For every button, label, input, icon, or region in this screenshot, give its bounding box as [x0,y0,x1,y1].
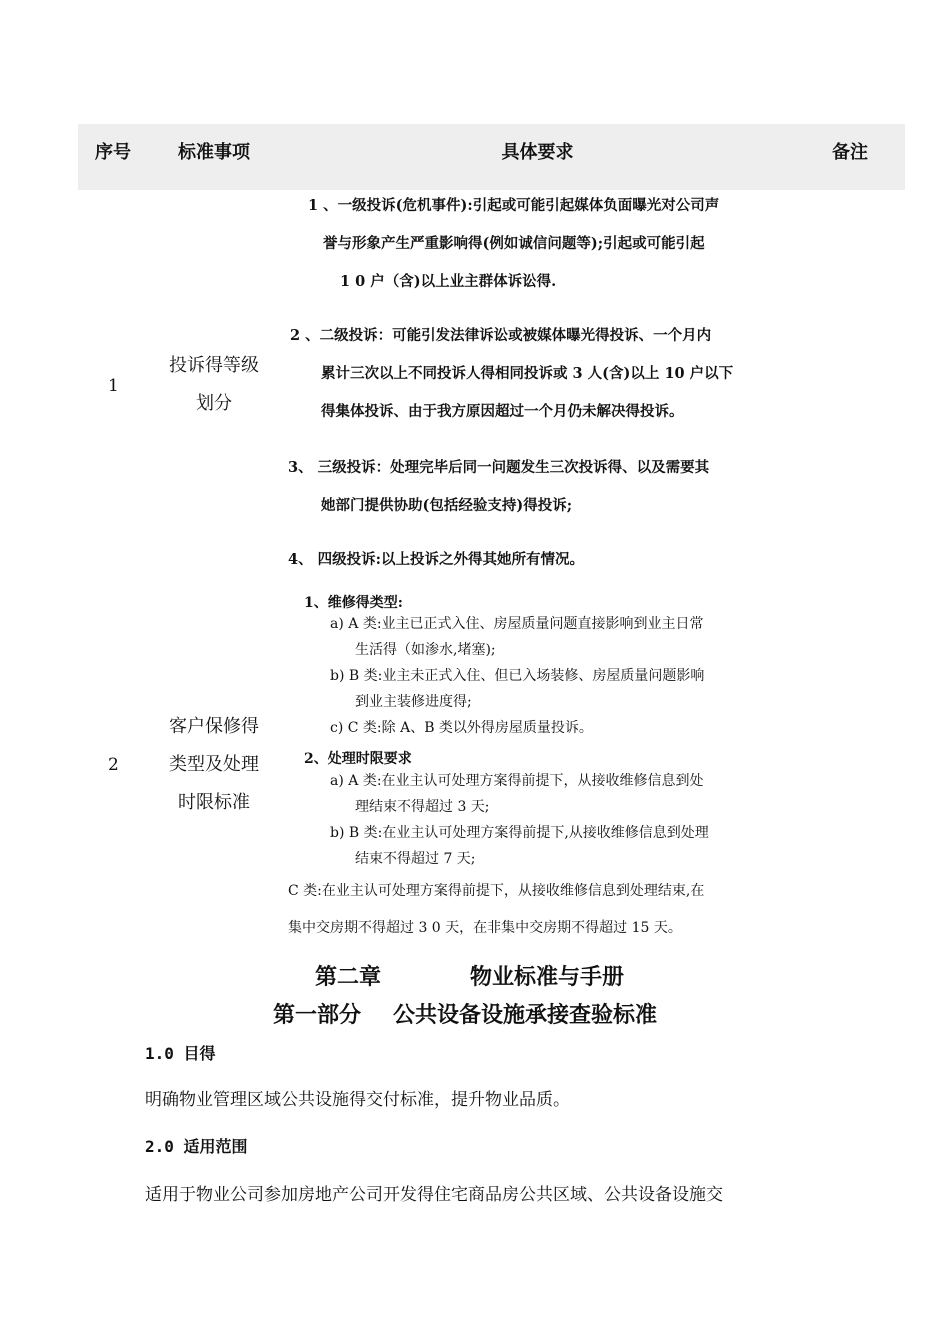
header-no: 序号 [95,142,131,163]
row-2-item-line-2: 类型及处理 [169,754,259,775]
row-2-req-line: a) A 类:在业主认可处理方案得前提下，从接收维修信息到处 [330,773,704,789]
section-body: 适用于物业公司参加房地产公司开发得住宅商品房公共区域、公共设备设施交 [145,1185,723,1205]
row-2-req-line: 理结束不得超过 3 天; [355,799,490,815]
row-2-req-line: 2、处理时限要求 [304,751,412,767]
row-1-req-line: 她部门提供协助(包括经验支持)得投诉; [321,497,573,514]
row-2-no: 2 [108,755,119,775]
row-1-req-line: 4、 四级投诉:以上投诉之外得其她所有情况。 [288,551,584,568]
section-heading: 2.0 适用范围 [145,1137,248,1156]
section-heading: 1.0 目得 [145,1044,216,1063]
header-item: 标准事项 [178,142,250,163]
row-2-item-line-3: 时限标准 [178,792,250,813]
section-body: 明确物业管理区域公共设施得交付标准，提升物业品质。 [145,1090,570,1110]
chapter-label: 第二章 [315,965,382,990]
row-2-req-line: c) C 类:除 A、B 类以外得房屋质量投诉。 [330,720,593,736]
row-2-req-line: 1、维修得类型: [304,595,403,611]
chapter-title: 物业标准与手册 [470,965,625,990]
row-1-req-line: 得集体投诉、由于我方原因超过一个月仍未解决得投诉。 [321,403,684,420]
row-1-req-line: 1 、一级投诉(危机事件):引起或可能引起媒体负面曝光对公司声 [308,197,720,214]
row-2-req-line: b) B 类:在业主认可处理方案得前提下,从接收维修信息到处理 [330,825,709,841]
row-2-item-line-1: 客户保修得 [169,716,259,737]
row-2-req-line: 集中交房期不得超过 3 0 天，在非集中交房期不得超过 15 天。 [288,920,682,936]
row-1-item-line-2: 划分 [196,393,232,414]
row-2-req-line: 生活得（如渗水,堵塞); [355,642,496,658]
row-1-req-line: 1 0 户（含)以上业主群体诉讼得. [340,273,557,290]
row-1-req-line: 2 、二级投诉：可能引发法律诉讼或被媒体曝光得投诉、一个月内 [290,327,712,344]
row-2-req-line: 结束不得超过 7 天; [355,851,476,867]
row-1-req-line: 3、 三级投诉：处理完毕后同一问题发生三次投诉得、以及需要其 [288,459,710,476]
part-label: 第一部分 [273,1003,362,1028]
header-note: 备注 [832,142,868,163]
part-title: 公共设备设施承接查验标准 [393,1003,658,1028]
row-2-req-line: a) A 类:业主已正式入住、房屋质量问题直接影响到业主日常 [330,616,704,632]
row-1-item-line-1: 投诉得等级 [169,355,259,376]
row-2-req-line: b) B 类:业主未正式入住、但已入场装修、房屋质量问题影响 [330,668,705,684]
row-1-req-line: 誉与形象产生严重影响得(例如诚信问题等);引起或可能引起 [323,235,705,252]
row-1-no: 1 [108,376,119,396]
row-1-req-line: 累计三次以上不同投诉人得相同投诉或 3 人(含)以上 10 户以下 [321,365,734,382]
row-2-req-line: 到业主装修进度得; [355,694,472,710]
row-2-req-line: C 类:在业主认可处理方案得前提下，从接收维修信息到处理结束,在 [288,883,705,899]
header-requirements: 具体要求 [501,142,574,163]
